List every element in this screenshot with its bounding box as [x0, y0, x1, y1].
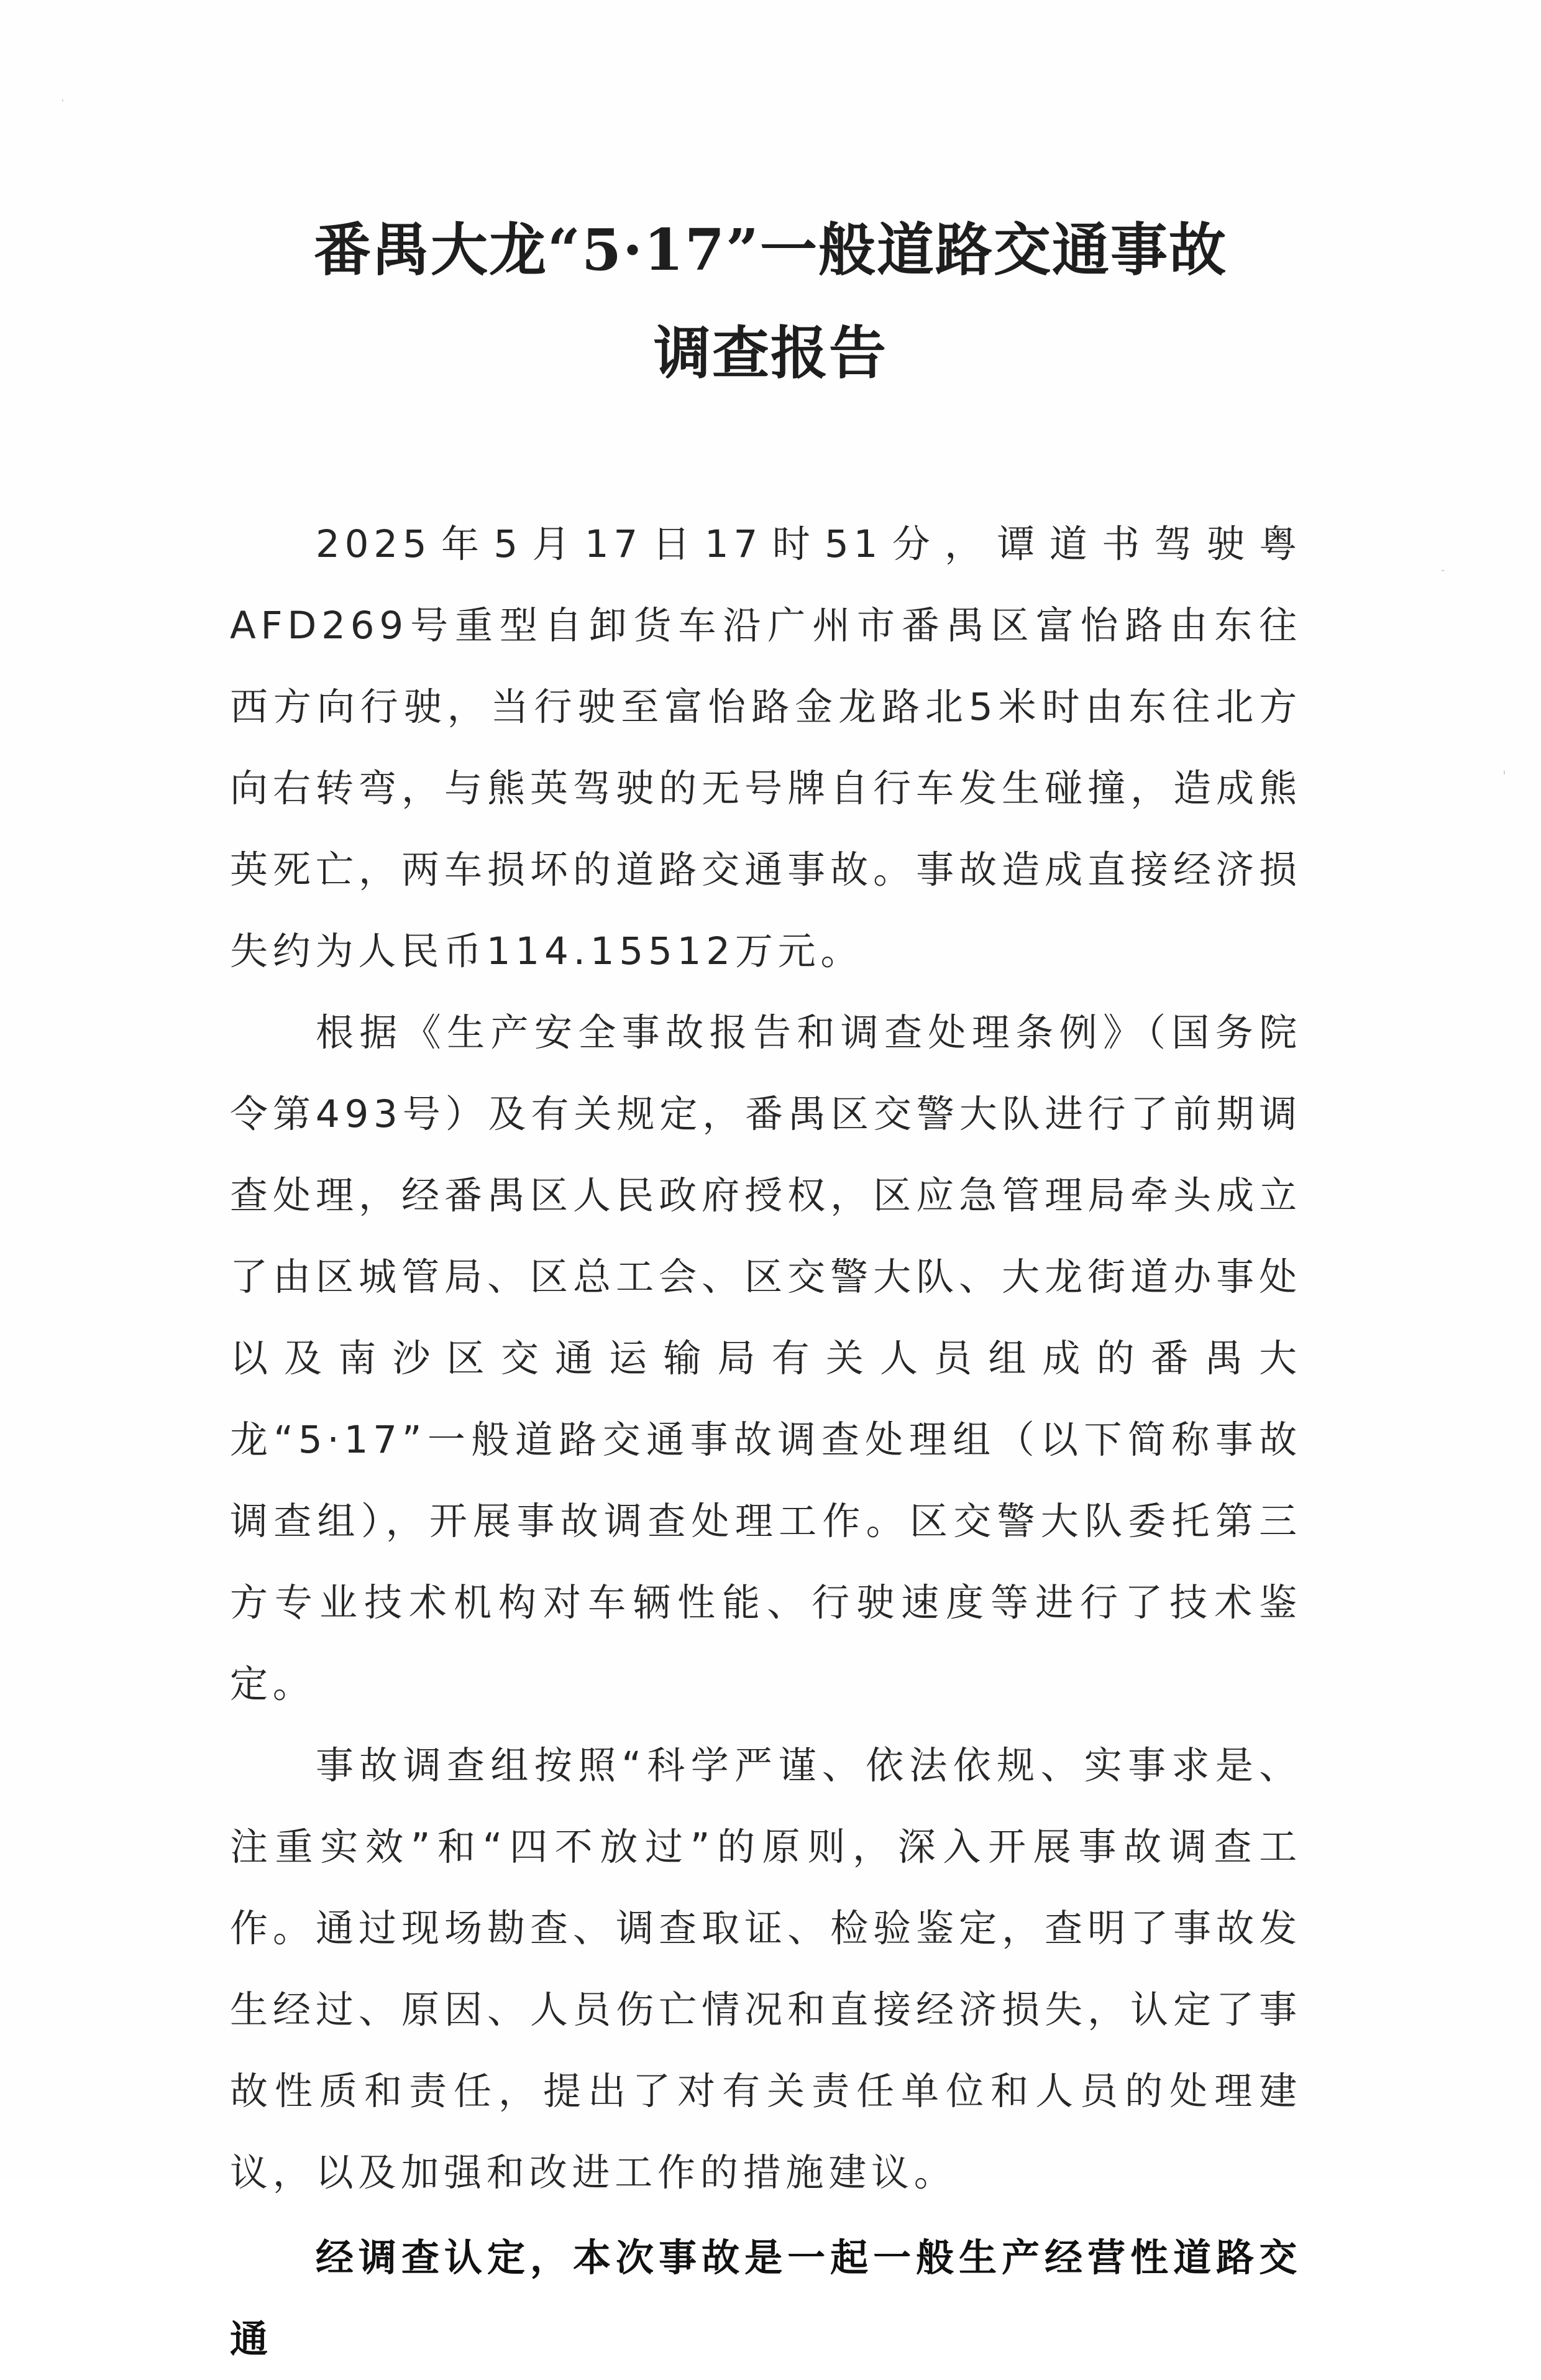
paragraph-incident-summary: 2025年5月17日17时51分，谭道书驾驶粤AFD269号重型自卸货车沿广州市番禺区富怡路由东往西方向行驶，当行驶至富怡路金龙路北5米时由东往北方向右转弯，与熊英驾驶的无号牌自行车发生碰撞，造成熊英死亡，两车损坏的道路交通事故。事故造成直接经济损失约为人民币114.15512万元。	[230, 522, 1302, 973]
paragraph-conclusion: 经调查认定，本次事故是一起一般生产经营性道路交通	[230, 2236, 1302, 2361]
report-body	[230, 503, 1302, 2380]
scan-speck	[1442, 570, 1444, 571]
report-title-line-1: 番禺大龙“5·17”一般道路交通事故	[314, 216, 1227, 283]
scan-speck	[62, 99, 63, 101]
report-title-line-2: 调查报告	[653, 319, 887, 387]
paragraph-investigation-basis: 根据《生产安全事故报告和调查处理条例》（国务院令第493号）及有关规定，番禺区交警大队进行了前期调查处理，经番禺区人民政府授权，区应急管理局牵头成立了由区城管局、区总工会、区交警大队、大龙街道办事处以及南沙区交通运输局有关人员组成的番禺大龙“5·17”一般道路交通事故调查处理组（以下简称事故调查组），开展事故调查处理工作。区交警大队委托第三方专业技术机构对车辆性能、行驶速度等进行了技术鉴定。	[230, 1011, 1302, 1706]
paragraph-investigation-principles: 事故调查组按照“科学严谨、依法依规、实事求是、注重实效”和“四不放过”的原则，深入开展事故调查工作。通过现场勘查、调查取证、检验鉴定，查明了事故发生经过、原因、人员伤亡情况和直接经济损失，认定了事故性质和责任，提出了对有关责任单位和人员的处理建议，以及加强和改进工作的措施建议。	[230, 1744, 1302, 2195]
scan-speck	[1504, 771, 1505, 774]
